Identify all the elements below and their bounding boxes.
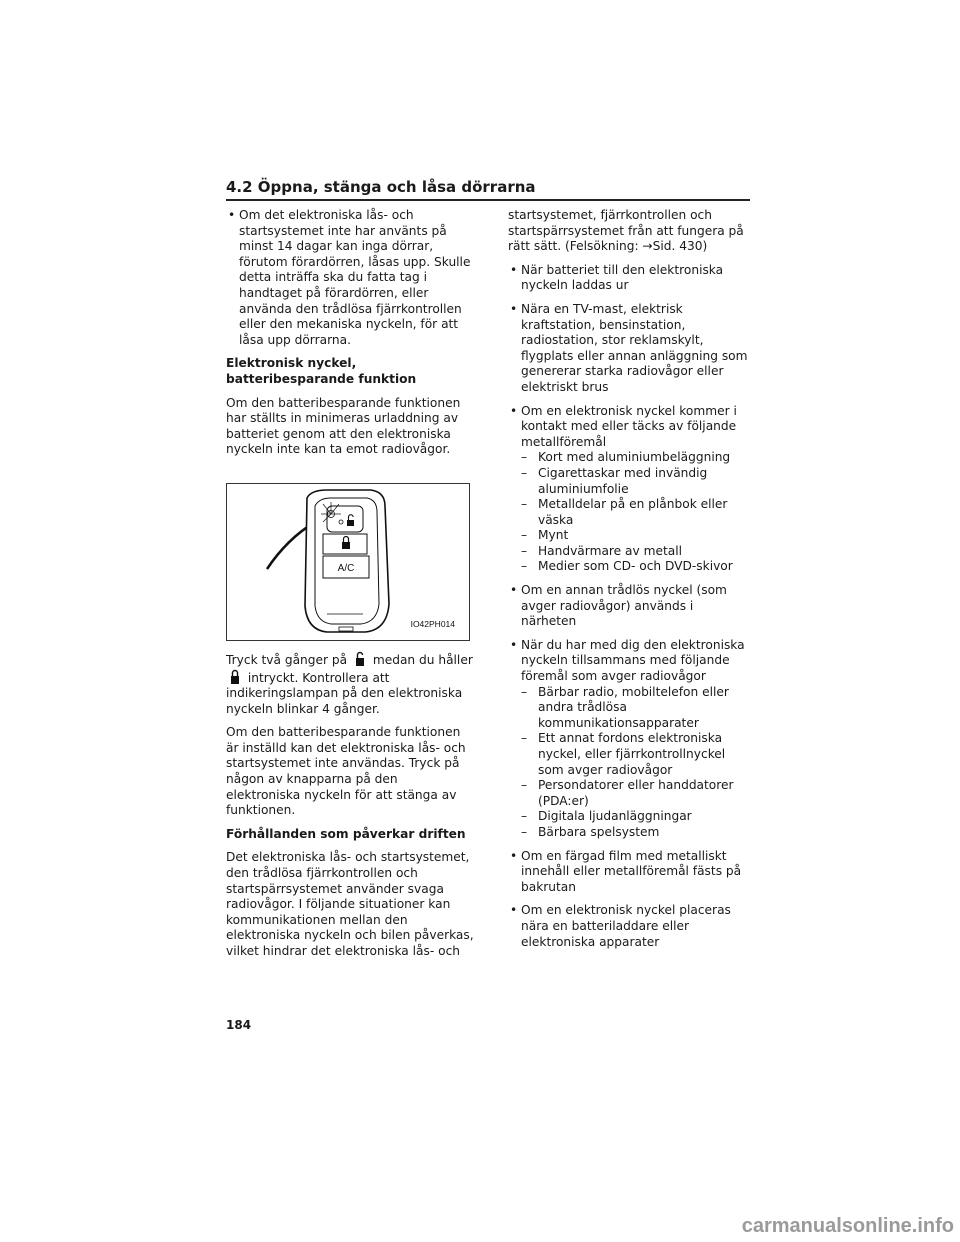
condition-item bbox=[508, 903, 752, 950]
condition-text: Om en annan trådlös nyckel (som avger radiovågor) används i närheten bbox=[521, 583, 727, 629]
condition-text: Om en färgad film med metalliskt innehåll eller metallföremål fästs på bakrutan bbox=[521, 848, 742, 894]
instruction-part-3: intryckt. Kontrollera att indikeringslampan på den elektroniska nyckeln blinkar 4 gånger. bbox=[226, 670, 463, 716]
condition-text: Om en elektronisk nyckel placeras nära en batteriladdare eller elektroniska apparater bbox=[521, 903, 731, 949]
condition-subitem: – Metalldelar på en plånbok eller väska bbox=[521, 497, 752, 528]
heading-conditions: Förhållanden som påverkar driften bbox=[226, 826, 466, 841]
condition-subitem: – Ett annat fordons elektroniska nyckel, eller fjärrkontrollnyckel som avger radiovågor bbox=[521, 731, 752, 778]
condition-item bbox=[508, 302, 752, 396]
left-column bbox=[226, 208, 474, 968]
condition-text: Om en elektronisk nyckel kommer i kontakt med eller täcks av följande metallföremål bbox=[521, 403, 737, 449]
condition-text: När batteriet till den elektroniska nyckeln laddas ur bbox=[521, 262, 724, 293]
condition-subitem: – Bärbara spelsystem bbox=[521, 825, 752, 841]
watermark: carmanualsonline.info bbox=[741, 1215, 954, 1237]
condition-item bbox=[508, 583, 752, 630]
condition-item bbox=[508, 263, 752, 294]
condition-sublist bbox=[521, 685, 752, 841]
bullet-14-days: • Om det elektroniska lås- och startsystemet inte har använts på minst 14 dagar kan inga dörrar, förutom förardörren, låsas upp. Skulle detta inträffa ska du fatta tag i handtaget på förardörren, eller använda den trådlösa fjärrkontrollen eller den mekaniska nyckeln, för att låsa upp dörrarna. bbox=[226, 208, 474, 348]
condition-subitem: – Digitala ljudanläggningar bbox=[521, 809, 752, 825]
unlock-button bbox=[327, 506, 363, 532]
lock-icon bbox=[353, 651, 367, 667]
key-illustration bbox=[226, 483, 470, 641]
paragraph-conditions: Det elektroniska lås- och startsystemet, den trådlösa fjärrkontrollen och startspärrsystemet använder svaga radiovågor. I följande situationer kan kommunikationen mellan den elektroniska nyckeln och bilen påverkas, vilket hindrar det elektroniska lås- och bbox=[226, 850, 474, 958]
conditions-list bbox=[508, 263, 752, 950]
right-column bbox=[508, 208, 752, 958]
lock-icon-closed bbox=[228, 669, 242, 685]
condition-item bbox=[508, 638, 752, 841]
paragraph-instruction bbox=[226, 651, 474, 717]
condition-sublist bbox=[521, 450, 752, 575]
condition-subitem: – Cigarettaskar med invändig aluminiumfolie bbox=[521, 466, 752, 497]
condition-subitem: – Handvärmare av metall bbox=[521, 544, 752, 560]
section-title: 4.2 Öppna, stänga och låsa dörrarna bbox=[226, 178, 536, 196]
title-divider bbox=[226, 199, 750, 201]
condition-subitem: – Mynt bbox=[521, 528, 752, 544]
figure-id: IO42PH014 bbox=[410, 619, 455, 630]
paragraph-deactivate: Om den batteribesparande funktionen är inställd kan det elektroniska lås- och startsystemet inte användas. Tryck på någon av knapparna på den elektroniska nyckeln för att stänga av funktionen. bbox=[226, 725, 466, 818]
page-number: 184 bbox=[226, 1018, 252, 1032]
instruction-part-1: Tryck två gånger på bbox=[226, 652, 348, 667]
instruction-part-2: medan du håller bbox=[372, 652, 473, 667]
condition-text: Nära en TV-mast, elektrisk kraftstation, bensinstation, radiostation, stor reklamskylt, flygplats eller annan anläggning som genererar starka radiovågor eller elektriskt brus bbox=[521, 301, 748, 394]
ac-button-label: A/C bbox=[337, 562, 355, 574]
condition-text: När du har med dig den elektroniska nyckeln tillsammans med följande föremål som avger radiovågor bbox=[521, 637, 745, 684]
condition-subitem: – Bärbar radio, mobiltelefon eller andra trådlösa kommunikationsapparater bbox=[521, 685, 752, 732]
paragraph-battery-saving: Om den batteribesparande funktionen har ställts in minimeras urladdning av batteriet genom att den elektroniska nyckeln inte kan ta emot radiovågor. bbox=[226, 395, 461, 457]
condition-subitem: – Medier som CD- och DVD-skivor bbox=[521, 559, 752, 575]
key-ring-slot bbox=[339, 627, 353, 631]
condition-subitem: – Persondatorer eller handdatorer (PDA:er) bbox=[521, 778, 752, 809]
condition-item bbox=[508, 404, 752, 576]
heading-battery-saving: Elektronisk nyckel, batteribesparande funktion bbox=[226, 356, 417, 386]
condition-subitem: – Kort med aluminiumbeläggning bbox=[521, 450, 752, 466]
paragraph-continued: startsystemet, fjärrkontrollen och startspärrsystemet från att fungera på rätt sätt. (Felsökning: →Sid. 430) bbox=[508, 208, 744, 254]
condition-item bbox=[508, 849, 752, 896]
